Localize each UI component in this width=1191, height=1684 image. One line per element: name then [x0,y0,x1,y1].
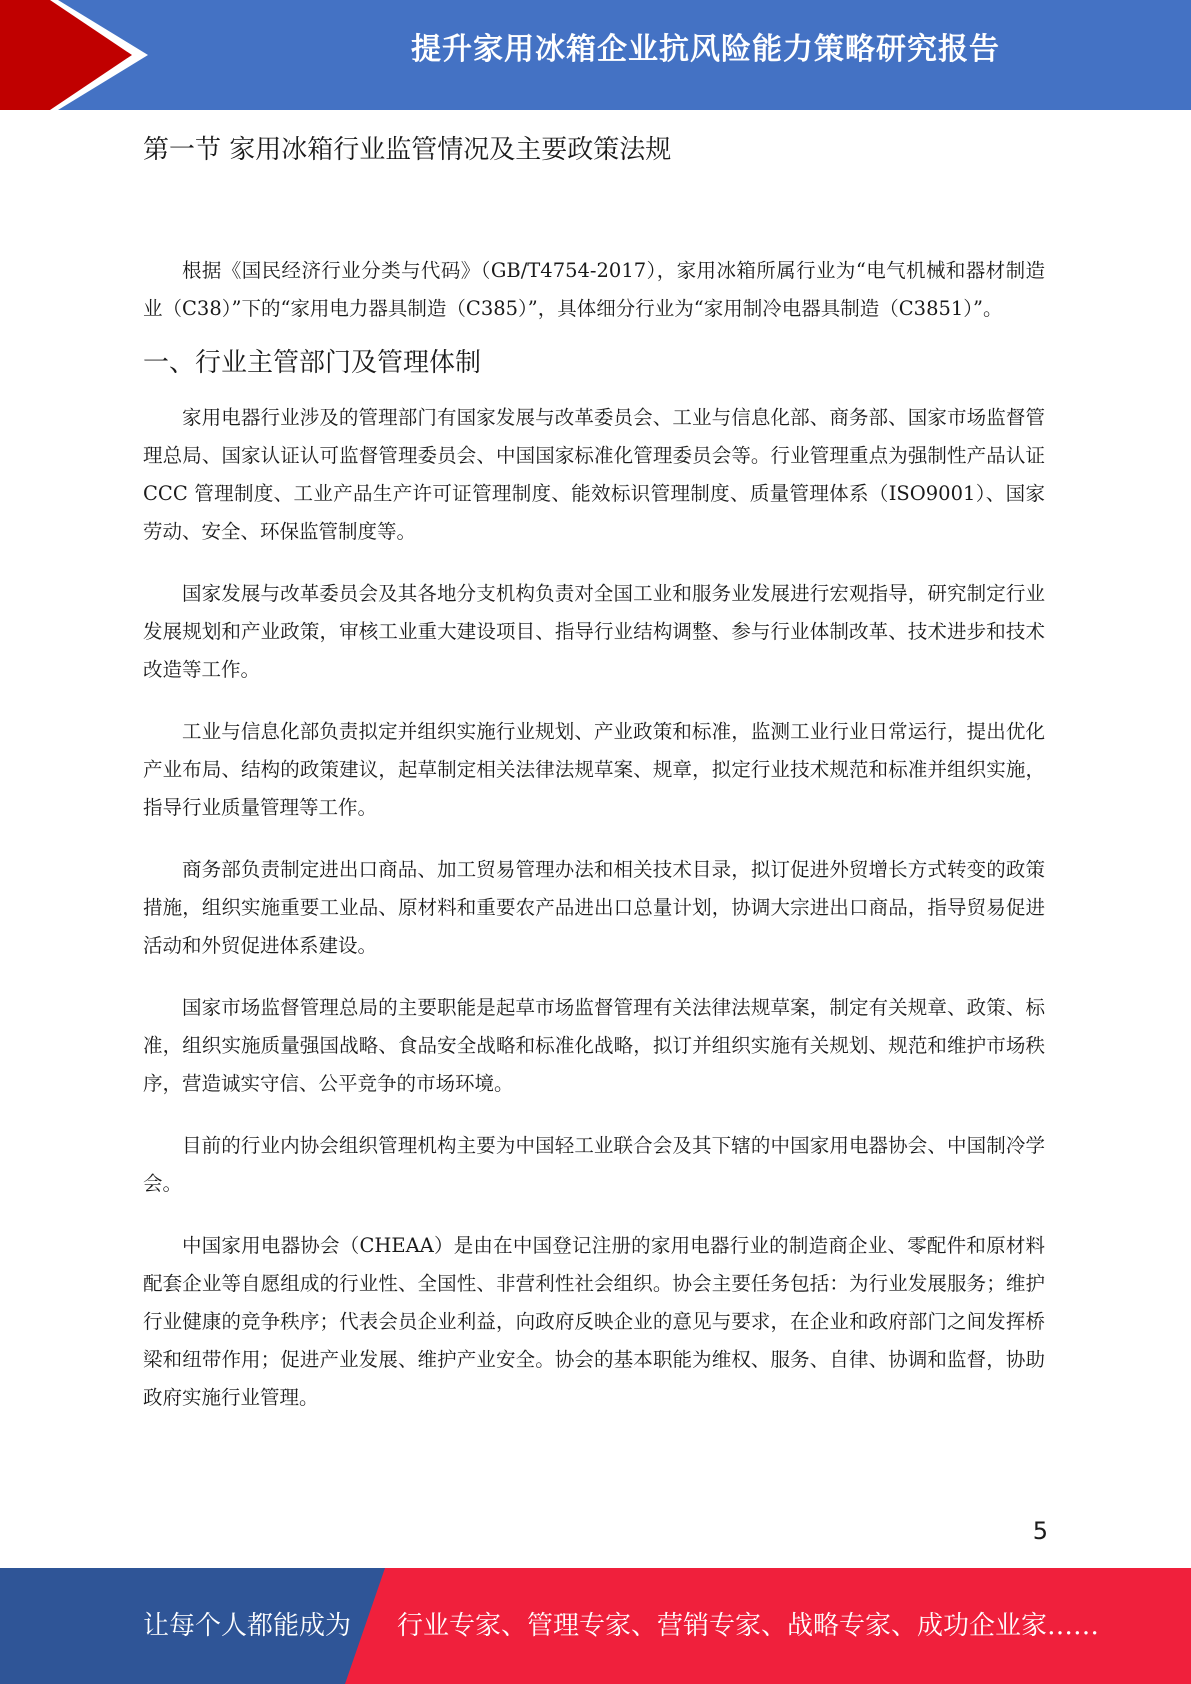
footer-slogan-left: 让每个人都能成为 [143,1611,352,1641]
intro-paragraph: 根据《国民经济行业分类与代码》（GB/T4754-2017），家用冰箱所属行业为“电气机械和器材制造业（C38）”下的“家用电力器具制造（C385）”，具体细分行业为“家用制冷电器具制造（C3851）”。 [143,259,1045,320]
report-title: 提升家用冰箱企业抗风险能力策略研究报告 [411,32,1000,67]
section-title: 第一节 家用冰箱行业监管情况及主要政策法规 [143,135,672,165]
body-paragraph: 中国家用电器协会（CHEAA）是由在中国登记注册的家用电器行业的制造商企业、零配件和原材料配套企业等自愿组成的行业性、全国性、非营利性社会组织。协会主要任务包括：为行业发展服务；维护行业健康的竞争秩序；代表会员企业利益，向政府反映企业的意见与要求，在企业和政府部门之间发挥桥梁和纽带作用；促进产业发展、维护产业安全。协会的基本职能为维权、服务、自律、协调和监督，协助政府实施行业管理。 [143,1234,1045,1409]
body-paragraph: 国家市场监督管理总局的主要职能是起草市场监督管理有关法律法规草案，制定有关规章、政策、标准，组织实施质量强国战略、食品安全战略和标准化战略，拟订并组织实施有关规划、规范和维护市场秩序，营造诚实守信、公平竞争的市场环境。 [143,996,1045,1095]
report-footer [0,1568,1191,1684]
body-paragraph: 商务部负责制定进出口商品、加工贸易管理办法和相关技术目录，拟订促进外贸增长方式转变的政策措施，组织实施重要工业品、原材料和重要农产品进出口总量计划，协调大宗进出口商品，指导贸易促进活动和外贸促进体系建设。 [143,858,1045,957]
body-paragraph: 国家发展与改革委员会及其各地分支机构负责对全国工业和服务业发展进行宏观指导，研究制定行业发展规划和产业政策，审核工业重大建设项目、指导行业结构调整、参与行业体制改革、技术进步和技术改造等工作。 [143,582,1045,681]
sub-heading: 一、行业主管部门及管理体制 [143,348,482,378]
spacer [143,172,1045,252]
body-paragraph: 工业与信息化部负责拟定并组织实施行业规划、产业政策和标准，监测工业行业日常运行，提出优化产业布局、结构的政策建议，起草制定相关法律法规草案、规章，拟定行业技术规范和标准并组织实施，指导行业质量管理等工作。 [143,720,1045,819]
body-paragraph: 家用电器行业涉及的管理部门有国家发展与改革委员会、工业与信息化部、商务部、国家市场监督管理总局、国家认证认可监督管理委员会、中国国家标准化管理委员会等。行业管理重点为强制性产品认证 CCC 管理制度、工业产品生产许可证管理制度、能效标识管理制度、质量管理体系（ISO9001）、国家劳动、安全、环保监管制度等。 [143,406,1045,543]
page-content [143,128,1045,1417]
footer-slogan-right: 行业专家、管理专家、营销专家、战略专家、成功企业家…… [397,1611,1100,1641]
report-header [0,0,1191,110]
page-number: 5 [1032,1517,1048,1545]
header-chevron-graphic [0,0,160,110]
body-paragraph: 目前的行业内协会组织管理机构主要为中国轻工业联合会及其下辖的中国家用电器协会、中国制冷学会。 [143,1134,1045,1195]
